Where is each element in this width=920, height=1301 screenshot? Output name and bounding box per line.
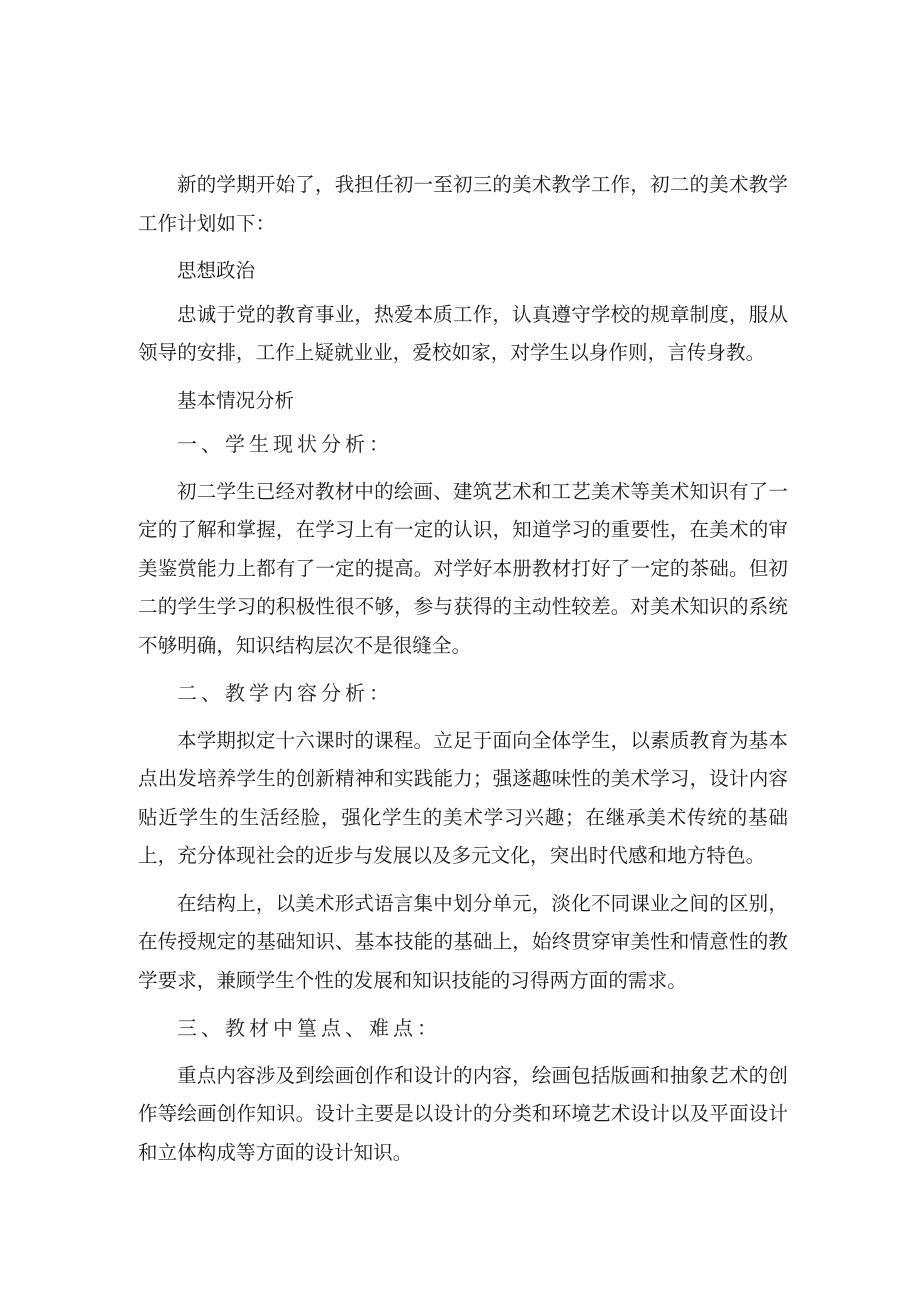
section-basic-title: 基本情况分析	[177, 388, 295, 412]
subsection-2-body-2: 在结构上，以美术形式语言集中划分单元，淡化不同课业之间的区别，在传授规定的基础知识、基本技能的基础上，始终贯穿审美性和情意性的教学要求，兼顾学生个性的发展和知识技能的习得两方面的需求。	[138, 891, 788, 992]
section-politics-body: 忠诚于党的教育事业，热爱本质工作，认真遵守学校的规章制度，服从领导的安排，工作上疑就业业，爱校如家，对学生以身作则，言传身教。	[138, 302, 788, 364]
subsection-2-title: 二、教学内容分析：	[177, 681, 393, 705]
subsection-3-title: 三、教材中篁点、难点：	[177, 1016, 441, 1040]
subsection-3-body: 重点内容涉及到绘画创作和设计的内容，绘画包括版画和抽象艺术的创作等绘画创作知识。设计主要是以设计的分类和环境艺术设计以及平面设计和立体构成等方面的设计知识。	[138, 1063, 788, 1164]
subsection-1-title: 一、学生现状分析：	[177, 432, 393, 456]
document-body	[138, 166, 788, 1181]
section-politics-title: 思想政治	[177, 259, 256, 282]
intro-paragraph: 新的学期开始了，我担任初一至初三的美术教学工作，初二的美术教学工作计划如下：	[138, 173, 788, 235]
subsection-2-body-1: 本学期拟定十六课时的课程。立足于面向全体学生，以素质教育为基本点出发培养学生的创新精神和实践能力；强遂趣味性的美术学习，设计内容贴近学生的生活经脸，强化学生的美术学习兴趣；在继承美术传统的基础上，充分体现社会的近步与发展以及多元文化，突出时代感和地方特色。	[138, 728, 788, 867]
subsection-1-body: 初二学生已经对教材中的绘画、建筑艺术和工艺美术等美术知识有了一定的了解和掌握，在学习上有一定的认识，知道学习的重要性，在美术的审美鉴赏能力上都有了一定的提高。对学好本册教材打好了一定的茶础。但初二的学生学习的积极性很不够，参与获得的主动性较差。对美术知识的系统不够明确，知识结构层次不是很缝全。	[138, 479, 788, 657]
